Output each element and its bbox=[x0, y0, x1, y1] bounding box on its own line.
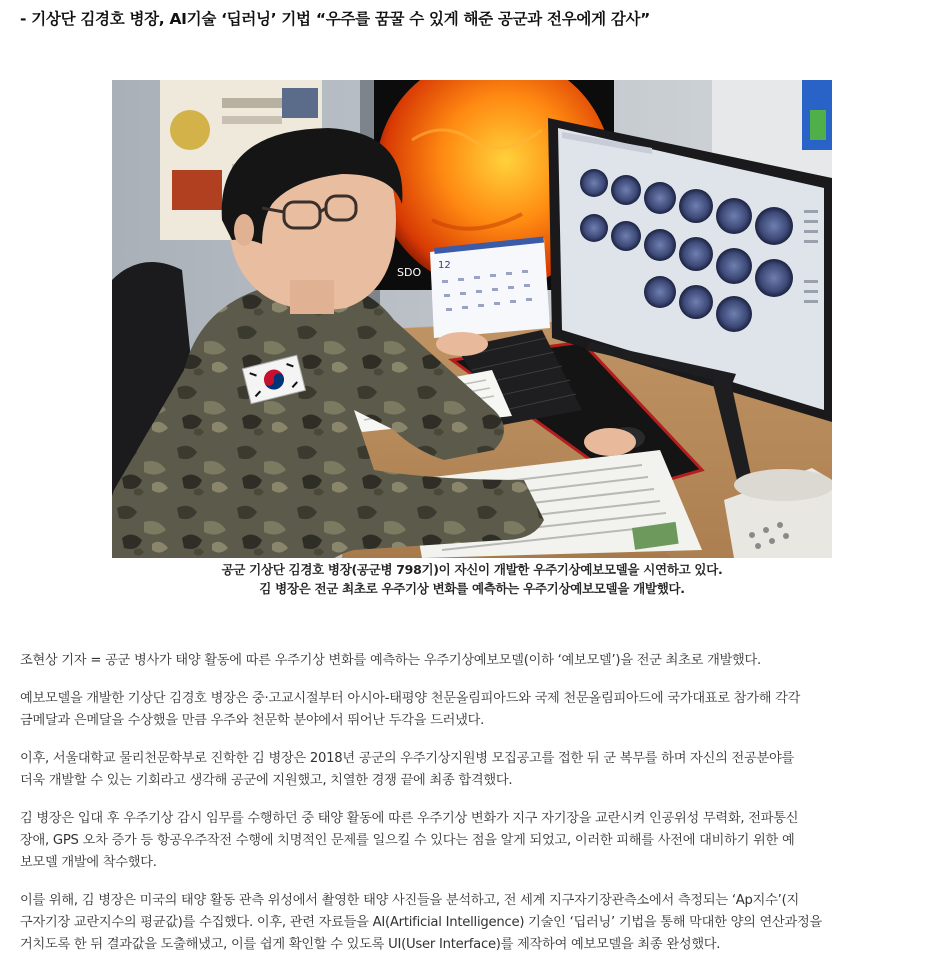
article-paragraph-2 bbox=[20, 688, 800, 732]
article-subtitle: - 기상단 김경호 병장, AI기술 ‘딥러닝’ 기법 “우주를 꿈꿀 수 있게 해준 공군과 전우에게 감사” bbox=[20, 10, 651, 28]
paragraph-line: 예보모델을 개발한 기상단 김경호 병장은 중·고교시절부터 아시아-태평양 천문올림피아드와 국제 천문올림피아드에 국가대표로 참가해 각각 bbox=[20, 691, 801, 706]
article-paragraph-1 bbox=[20, 650, 761, 672]
article-photo bbox=[112, 80, 832, 558]
sdo-label: SDO bbox=[397, 266, 422, 279]
article-paragraph-4 bbox=[20, 808, 798, 874]
article-paragraph-3 bbox=[20, 748, 794, 792]
paragraph-line: 김 병장은 입대 후 우주기상 감시 임무를 수행하던 중 태양 활동에 따른 우주기상 변화가 지구 자기장을 교란시켜 인공위성 무력화, 전파통신 bbox=[20, 811, 799, 826]
paragraph-line: 조현상 기자 = 공군 병사가 태양 활동에 따른 우주기상 변화를 예측하는 우주기상예보모델(이하 ‘예보모델’)을 전군 최초로 개발했다. bbox=[20, 653, 761, 668]
paragraph-line: 더욱 개발할 수 있는 기회라고 생각해 공군에 지원했고, 치열한 경쟁 끝에 최종 합격했다. bbox=[20, 773, 513, 788]
photo-caption bbox=[112, 560, 832, 598]
paragraph-line: 장애, GPS 오차 증가 등 항공우주작전 수행에 치명적인 문제를 일으킬 수 있다는 점을 알게 되었고, 이러한 피해를 사전에 대비하기 위한 예 bbox=[20, 833, 795, 848]
paragraph-line: 이를 위해, 김 병장은 미국의 태양 활동 관측 위성에서 촬영한 태양 사진들을 분석하고, 전 세계 지구자기장관측소에서 측정되는 ‘Ap지수’(지 bbox=[20, 893, 799, 908]
paragraph-line: 이후, 서울대학교 물리천문학부로 진학한 김 병장은 2018년 공군의 우주기상지원병 모집공고를 접한 뒤 군 복무를 하며 자신의 전공분야를 bbox=[20, 751, 794, 766]
paragraph-line: 구자기장 교란지수의 평균값)를 수집했다. 이후, 관련 자료들을 AI(Artificial Intelligence) 기술인 ‘딥러닝’ 기법을 통해 막대한 양의 연산과정을 bbox=[20, 915, 822, 930]
paragraph-line: 보모델 개발에 착수했다. bbox=[20, 855, 157, 870]
paragraph-line: 거치도록 한 뒤 결과값을 도출해냈고, 이를 쉽게 확인할 수 있도록 UI(User Interface)를 제작하여 예보모델을 최종 완성했다. bbox=[20, 937, 721, 952]
caption-line-2: 김 병장은 전군 최초로 우주기상 변화를 예측하는 우주기상예보모델을 개발했다. bbox=[259, 581, 685, 596]
caption-line-1: 공군 기상단 김경호 병장(공군병 798기)이 자신이 개발한 우주기상예보모델을 시연하고 있다. bbox=[221, 562, 723, 577]
calendar-month: 12 bbox=[438, 260, 451, 271]
paragraph-line: 금메달과 은메달을 수상했을 만큼 우주와 천문학 분야에서 뛰어난 두각을 드러냈다. bbox=[20, 713, 485, 728]
article-paragraph-5 bbox=[20, 890, 822, 956]
